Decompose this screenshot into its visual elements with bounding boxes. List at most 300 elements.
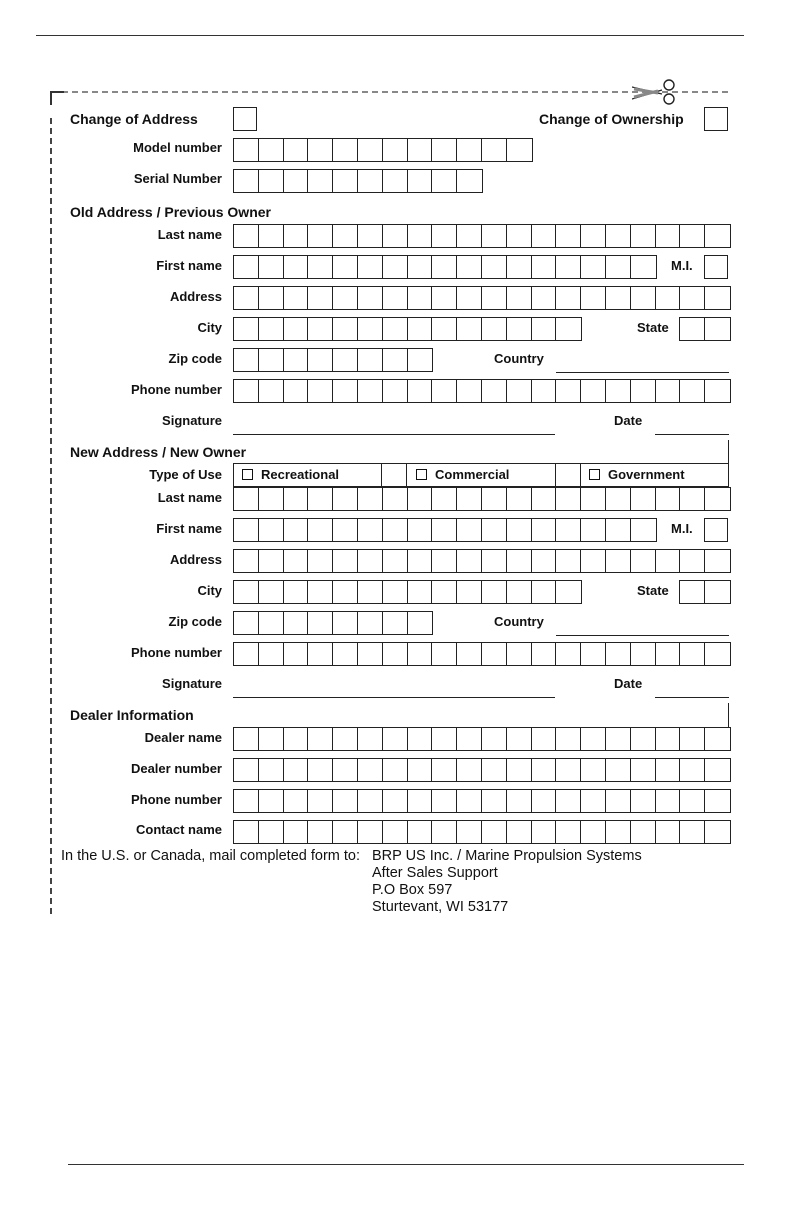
commercial-checkbox[interactable] (416, 469, 427, 480)
char-cell[interactable] (507, 256, 532, 278)
char-cell[interactable] (432, 728, 457, 750)
new-country-line[interactable] (556, 635, 729, 636)
char-cell[interactable] (259, 139, 284, 161)
char-cell[interactable] (556, 581, 581, 603)
char-cell[interactable] (308, 550, 333, 572)
char-cell[interactable] (482, 287, 507, 309)
char-cell[interactable] (606, 287, 631, 309)
char-cell[interactable] (457, 225, 482, 247)
char-cell[interactable] (432, 643, 457, 665)
char-cell[interactable] (507, 519, 532, 541)
char-cell[interactable] (507, 790, 532, 812)
char-cell[interactable] (284, 581, 309, 603)
char-cell[interactable] (680, 318, 705, 340)
char-cell[interactable] (482, 821, 507, 843)
char-cell[interactable] (631, 225, 656, 247)
option-commercial[interactable] (416, 467, 509, 482)
char-cell[interactable] (581, 759, 606, 781)
char-cell[interactable] (507, 318, 532, 340)
char-cell[interactable] (432, 256, 457, 278)
char-cell[interactable] (432, 380, 457, 402)
char-cell[interactable] (457, 519, 482, 541)
char-cell[interactable] (259, 759, 284, 781)
char-cell[interactable] (284, 380, 309, 402)
char-cell[interactable] (532, 488, 557, 510)
char-cell[interactable] (532, 256, 557, 278)
char-cell[interactable] (408, 550, 433, 572)
char-cell[interactable] (333, 759, 358, 781)
char-cell[interactable] (383, 170, 408, 192)
char-cell[interactable] (308, 170, 333, 192)
char-cell[interactable] (383, 643, 408, 665)
char-cell[interactable] (507, 139, 532, 161)
char-cell[interactable] (457, 550, 482, 572)
char-cell[interactable] (284, 170, 309, 192)
char-cell[interactable] (284, 643, 309, 665)
char-cell[interactable] (581, 728, 606, 750)
char-cell[interactable] (358, 349, 383, 371)
char-cell[interactable] (432, 519, 457, 541)
char-cell[interactable] (631, 821, 656, 843)
char-cell[interactable] (308, 643, 333, 665)
char-cell[interactable] (284, 759, 309, 781)
new-zip-field[interactable] (233, 611, 433, 635)
char-cell[interactable] (606, 380, 631, 402)
char-cell[interactable] (556, 256, 581, 278)
char-cell[interactable] (656, 643, 681, 665)
char-cell[interactable] (556, 550, 581, 572)
dealer-phone-field[interactable] (233, 789, 731, 813)
model-number-field[interactable] (233, 138, 533, 162)
char-cell[interactable] (284, 550, 309, 572)
char-cell[interactable] (383, 519, 408, 541)
char-cell[interactable] (308, 728, 333, 750)
char-cell[interactable] (408, 821, 433, 843)
char-cell[interactable] (383, 581, 408, 603)
char-cell[interactable] (308, 287, 333, 309)
char-cell[interactable] (705, 380, 730, 402)
char-cell[interactable] (581, 643, 606, 665)
char-cell[interactable] (333, 519, 358, 541)
char-cell[interactable] (631, 488, 656, 510)
char-cell[interactable] (383, 612, 408, 634)
char-cell[interactable] (507, 550, 532, 572)
char-cell[interactable] (234, 318, 259, 340)
char-cell[interactable] (408, 349, 433, 371)
char-cell[interactable] (308, 612, 333, 634)
char-cell[interactable] (259, 728, 284, 750)
new-mi-field[interactable] (704, 518, 728, 542)
char-cell[interactable] (333, 728, 358, 750)
char-cell[interactable] (705, 550, 730, 572)
char-cell[interactable] (333, 256, 358, 278)
char-cell[interactable] (507, 643, 532, 665)
char-cell[interactable] (432, 225, 457, 247)
char-cell[interactable] (606, 488, 631, 510)
recreational-checkbox[interactable] (242, 469, 253, 480)
char-cell[interactable] (259, 821, 284, 843)
char-cell[interactable] (259, 225, 284, 247)
char-cell[interactable] (631, 728, 656, 750)
char-cell[interactable] (680, 488, 705, 510)
char-cell[interactable] (532, 821, 557, 843)
char-cell[interactable] (432, 759, 457, 781)
char-cell[interactable] (408, 643, 433, 665)
char-cell[interactable] (333, 287, 358, 309)
char-cell[interactable] (284, 790, 309, 812)
contact-name-field[interactable] (233, 820, 731, 844)
char-cell[interactable] (259, 287, 284, 309)
char-cell[interactable] (259, 581, 284, 603)
char-cell[interactable] (259, 550, 284, 572)
new-city-field[interactable] (233, 580, 582, 604)
char-cell[interactable] (556, 380, 581, 402)
char-cell[interactable] (333, 488, 358, 510)
char-cell[interactable] (234, 225, 259, 247)
char-cell[interactable] (457, 728, 482, 750)
char-cell[interactable] (556, 643, 581, 665)
char-cell[interactable] (259, 256, 284, 278)
old-last-name-field[interactable] (233, 224, 731, 248)
char-cell[interactable] (284, 225, 309, 247)
char-cell[interactable] (507, 821, 532, 843)
char-cell[interactable] (358, 728, 383, 750)
old-mi-field[interactable] (704, 255, 728, 279)
char-cell[interactable] (482, 790, 507, 812)
char-cell[interactable] (259, 318, 284, 340)
char-cell[interactable] (308, 759, 333, 781)
char-cell[interactable] (284, 349, 309, 371)
char-cell[interactable] (308, 349, 333, 371)
char-cell[interactable] (308, 256, 333, 278)
char-cell[interactable] (358, 139, 383, 161)
char-cell[interactable] (308, 821, 333, 843)
char-cell[interactable] (656, 790, 681, 812)
char-cell[interactable] (532, 380, 557, 402)
char-cell[interactable] (656, 728, 681, 750)
char-cell[interactable] (383, 380, 408, 402)
char-cell[interactable] (680, 550, 705, 572)
old-state-field[interactable] (679, 317, 731, 341)
char-cell[interactable] (606, 821, 631, 843)
old-first-name-field[interactable] (233, 255, 657, 279)
char-cell[interactable] (284, 612, 309, 634)
char-cell[interactable] (408, 612, 433, 634)
char-cell[interactable] (581, 790, 606, 812)
char-cell[interactable] (532, 643, 557, 665)
option-government[interactable] (589, 467, 685, 482)
char-cell[interactable] (482, 256, 507, 278)
dealer-number-field[interactable] (233, 758, 731, 782)
char-cell[interactable] (482, 643, 507, 665)
char-cell[interactable] (581, 287, 606, 309)
char-cell[interactable] (482, 519, 507, 541)
char-cell[interactable] (532, 790, 557, 812)
char-cell[interactable] (333, 821, 358, 843)
char-cell[interactable] (308, 225, 333, 247)
old-city-field[interactable] (233, 317, 582, 341)
char-cell[interactable] (581, 256, 606, 278)
char-cell[interactable] (234, 256, 259, 278)
char-cell[interactable] (408, 139, 433, 161)
char-cell[interactable] (333, 550, 358, 572)
old-date-line[interactable] (655, 434, 729, 435)
char-cell[interactable] (631, 759, 656, 781)
char-cell[interactable] (408, 318, 433, 340)
new-phone-field[interactable] (233, 642, 731, 666)
char-cell[interactable] (631, 550, 656, 572)
char-cell[interactable] (358, 643, 383, 665)
char-cell[interactable] (680, 225, 705, 247)
char-cell[interactable] (259, 612, 284, 634)
char-cell[interactable] (408, 170, 433, 192)
char-cell[interactable] (631, 380, 656, 402)
change-of-address-checkbox[interactable] (233, 107, 257, 131)
char-cell[interactable] (631, 256, 656, 278)
char-cell[interactable] (457, 256, 482, 278)
char-cell[interactable] (556, 821, 581, 843)
char-cell[interactable] (383, 488, 408, 510)
char-cell[interactable] (606, 519, 631, 541)
char-cell[interactable] (556, 225, 581, 247)
char-cell[interactable] (408, 256, 433, 278)
char-cell[interactable] (606, 643, 631, 665)
char-cell[interactable] (308, 790, 333, 812)
char-cell[interactable] (358, 519, 383, 541)
char-cell[interactable] (308, 139, 333, 161)
char-cell[interactable] (705, 581, 730, 603)
char-cell[interactable] (234, 643, 259, 665)
char-cell[interactable] (457, 790, 482, 812)
char-cell[interactable] (333, 349, 358, 371)
char-cell[interactable] (482, 550, 507, 572)
char-cell[interactable] (234, 488, 259, 510)
char-cell[interactable] (606, 225, 631, 247)
char-cell[interactable] (383, 790, 408, 812)
char-cell[interactable] (656, 759, 681, 781)
char-cell[interactable] (408, 380, 433, 402)
char-cell[interactable] (532, 759, 557, 781)
char-cell[interactable] (581, 519, 606, 541)
old-country-line[interactable] (556, 372, 729, 373)
char-cell[interactable] (432, 170, 457, 192)
char-cell[interactable] (631, 519, 656, 541)
char-cell[interactable] (705, 790, 730, 812)
serial-number-field[interactable] (233, 169, 483, 193)
char-cell[interactable] (333, 581, 358, 603)
char-cell[interactable] (234, 612, 259, 634)
char-cell[interactable] (333, 170, 358, 192)
char-cell[interactable] (507, 728, 532, 750)
char-cell[interactable] (234, 287, 259, 309)
char-cell[interactable] (333, 612, 358, 634)
char-cell[interactable] (656, 380, 681, 402)
char-cell[interactable] (482, 139, 507, 161)
char-cell[interactable] (408, 519, 433, 541)
char-cell[interactable] (457, 170, 482, 192)
char-cell[interactable] (234, 821, 259, 843)
char-cell[interactable] (259, 519, 284, 541)
char-cell[interactable] (532, 581, 557, 603)
char-cell[interactable] (259, 170, 284, 192)
char-cell[interactable] (581, 380, 606, 402)
char-cell[interactable] (680, 287, 705, 309)
char-cell[interactable] (482, 488, 507, 510)
char-cell[interactable] (383, 728, 408, 750)
char-cell[interactable] (383, 821, 408, 843)
char-cell[interactable] (482, 380, 507, 402)
char-cell[interactable] (507, 581, 532, 603)
char-cell[interactable] (482, 581, 507, 603)
new-first-name-field[interactable] (233, 518, 657, 542)
char-cell[interactable] (631, 287, 656, 309)
char-cell[interactable] (234, 170, 259, 192)
char-cell[interactable] (507, 488, 532, 510)
char-cell[interactable] (358, 170, 383, 192)
char-cell[interactable] (234, 790, 259, 812)
char-cell[interactable] (680, 821, 705, 843)
char-cell[interactable] (705, 759, 730, 781)
char-cell[interactable] (581, 550, 606, 572)
char-cell[interactable] (234, 581, 259, 603)
char-cell[interactable] (408, 728, 433, 750)
char-cell[interactable] (507, 380, 532, 402)
change-of-ownership-checkbox[interactable] (704, 107, 728, 131)
new-date-line[interactable] (655, 697, 729, 698)
char-cell[interactable] (234, 519, 259, 541)
char-cell[interactable] (656, 821, 681, 843)
char-cell[interactable] (656, 287, 681, 309)
char-cell[interactable] (358, 380, 383, 402)
char-cell[interactable] (606, 550, 631, 572)
char-cell[interactable] (308, 318, 333, 340)
char-cell[interactable] (432, 139, 457, 161)
char-cell[interactable] (358, 550, 383, 572)
new-state-field[interactable] (679, 580, 731, 604)
char-cell[interactable] (308, 488, 333, 510)
char-cell[interactable] (631, 643, 656, 665)
char-cell[interactable] (308, 581, 333, 603)
char-cell[interactable] (482, 225, 507, 247)
char-cell[interactable] (532, 318, 557, 340)
char-cell[interactable] (234, 728, 259, 750)
char-cell[interactable] (383, 139, 408, 161)
char-cell[interactable] (333, 643, 358, 665)
char-cell[interactable] (284, 728, 309, 750)
char-cell[interactable] (358, 790, 383, 812)
char-cell[interactable] (606, 759, 631, 781)
option-recreational[interactable] (242, 467, 339, 482)
char-cell[interactable] (606, 256, 631, 278)
char-cell[interactable] (680, 790, 705, 812)
char-cell[interactable] (284, 287, 309, 309)
char-cell[interactable] (358, 759, 383, 781)
char-cell[interactable] (680, 643, 705, 665)
char-cell[interactable] (259, 488, 284, 510)
char-cell[interactable] (680, 759, 705, 781)
char-cell[interactable] (358, 318, 383, 340)
government-checkbox[interactable] (589, 469, 600, 480)
char-cell[interactable] (408, 790, 433, 812)
char-cell[interactable] (333, 380, 358, 402)
char-cell[interactable] (259, 790, 284, 812)
char-cell[interactable] (432, 581, 457, 603)
char-cell[interactable] (383, 287, 408, 309)
char-cell[interactable] (631, 790, 656, 812)
char-cell[interactable] (457, 287, 482, 309)
char-cell[interactable] (507, 287, 532, 309)
char-cell[interactable] (432, 287, 457, 309)
char-cell[interactable] (457, 488, 482, 510)
char-cell[interactable] (284, 318, 309, 340)
char-cell[interactable] (383, 256, 408, 278)
char-cell[interactable] (581, 488, 606, 510)
char-cell[interactable] (556, 318, 581, 340)
char-cell[interactable] (556, 759, 581, 781)
char-cell[interactable] (680, 380, 705, 402)
char-cell[interactable] (482, 728, 507, 750)
char-cell[interactable] (532, 550, 557, 572)
char-cell[interactable] (457, 318, 482, 340)
char-cell[interactable] (680, 728, 705, 750)
char-cell[interactable] (705, 821, 730, 843)
char-cell[interactable] (358, 225, 383, 247)
char-cell[interactable] (705, 225, 730, 247)
char-cell[interactable] (705, 643, 730, 665)
char-cell[interactable] (581, 821, 606, 843)
char-cell[interactable] (606, 728, 631, 750)
char-cell[interactable] (333, 139, 358, 161)
char-cell[interactable] (556, 728, 581, 750)
char-cell[interactable] (705, 287, 730, 309)
char-cell[interactable] (333, 318, 358, 340)
char-cell[interactable] (556, 790, 581, 812)
dealer-name-field[interactable] (233, 727, 731, 751)
char-cell[interactable] (656, 550, 681, 572)
char-cell[interactable] (259, 643, 284, 665)
char-cell[interactable] (408, 287, 433, 309)
char-cell[interactable] (556, 519, 581, 541)
char-cell[interactable] (234, 759, 259, 781)
char-cell[interactable] (358, 581, 383, 603)
char-cell[interactable] (556, 287, 581, 309)
char-cell[interactable] (333, 790, 358, 812)
char-cell[interactable] (606, 790, 631, 812)
char-cell[interactable] (284, 519, 309, 541)
char-cell[interactable] (457, 139, 482, 161)
char-cell[interactable] (532, 225, 557, 247)
char-cell[interactable] (358, 488, 383, 510)
char-cell[interactable] (284, 821, 309, 843)
char-cell[interactable] (680, 581, 705, 603)
char-cell[interactable] (408, 488, 433, 510)
char-cell[interactable] (383, 225, 408, 247)
char-cell[interactable] (532, 728, 557, 750)
char-cell[interactable] (234, 550, 259, 572)
char-cell[interactable] (457, 643, 482, 665)
char-cell[interactable] (259, 380, 284, 402)
char-cell[interactable] (705, 728, 730, 750)
char-cell[interactable] (656, 488, 681, 510)
char-cell[interactable] (308, 519, 333, 541)
char-cell[interactable] (432, 488, 457, 510)
char-cell[interactable] (457, 821, 482, 843)
char-cell[interactable] (358, 821, 383, 843)
char-cell[interactable] (358, 287, 383, 309)
char-cell[interactable] (234, 380, 259, 402)
char-cell[interactable] (383, 759, 408, 781)
char-cell[interactable] (705, 318, 730, 340)
